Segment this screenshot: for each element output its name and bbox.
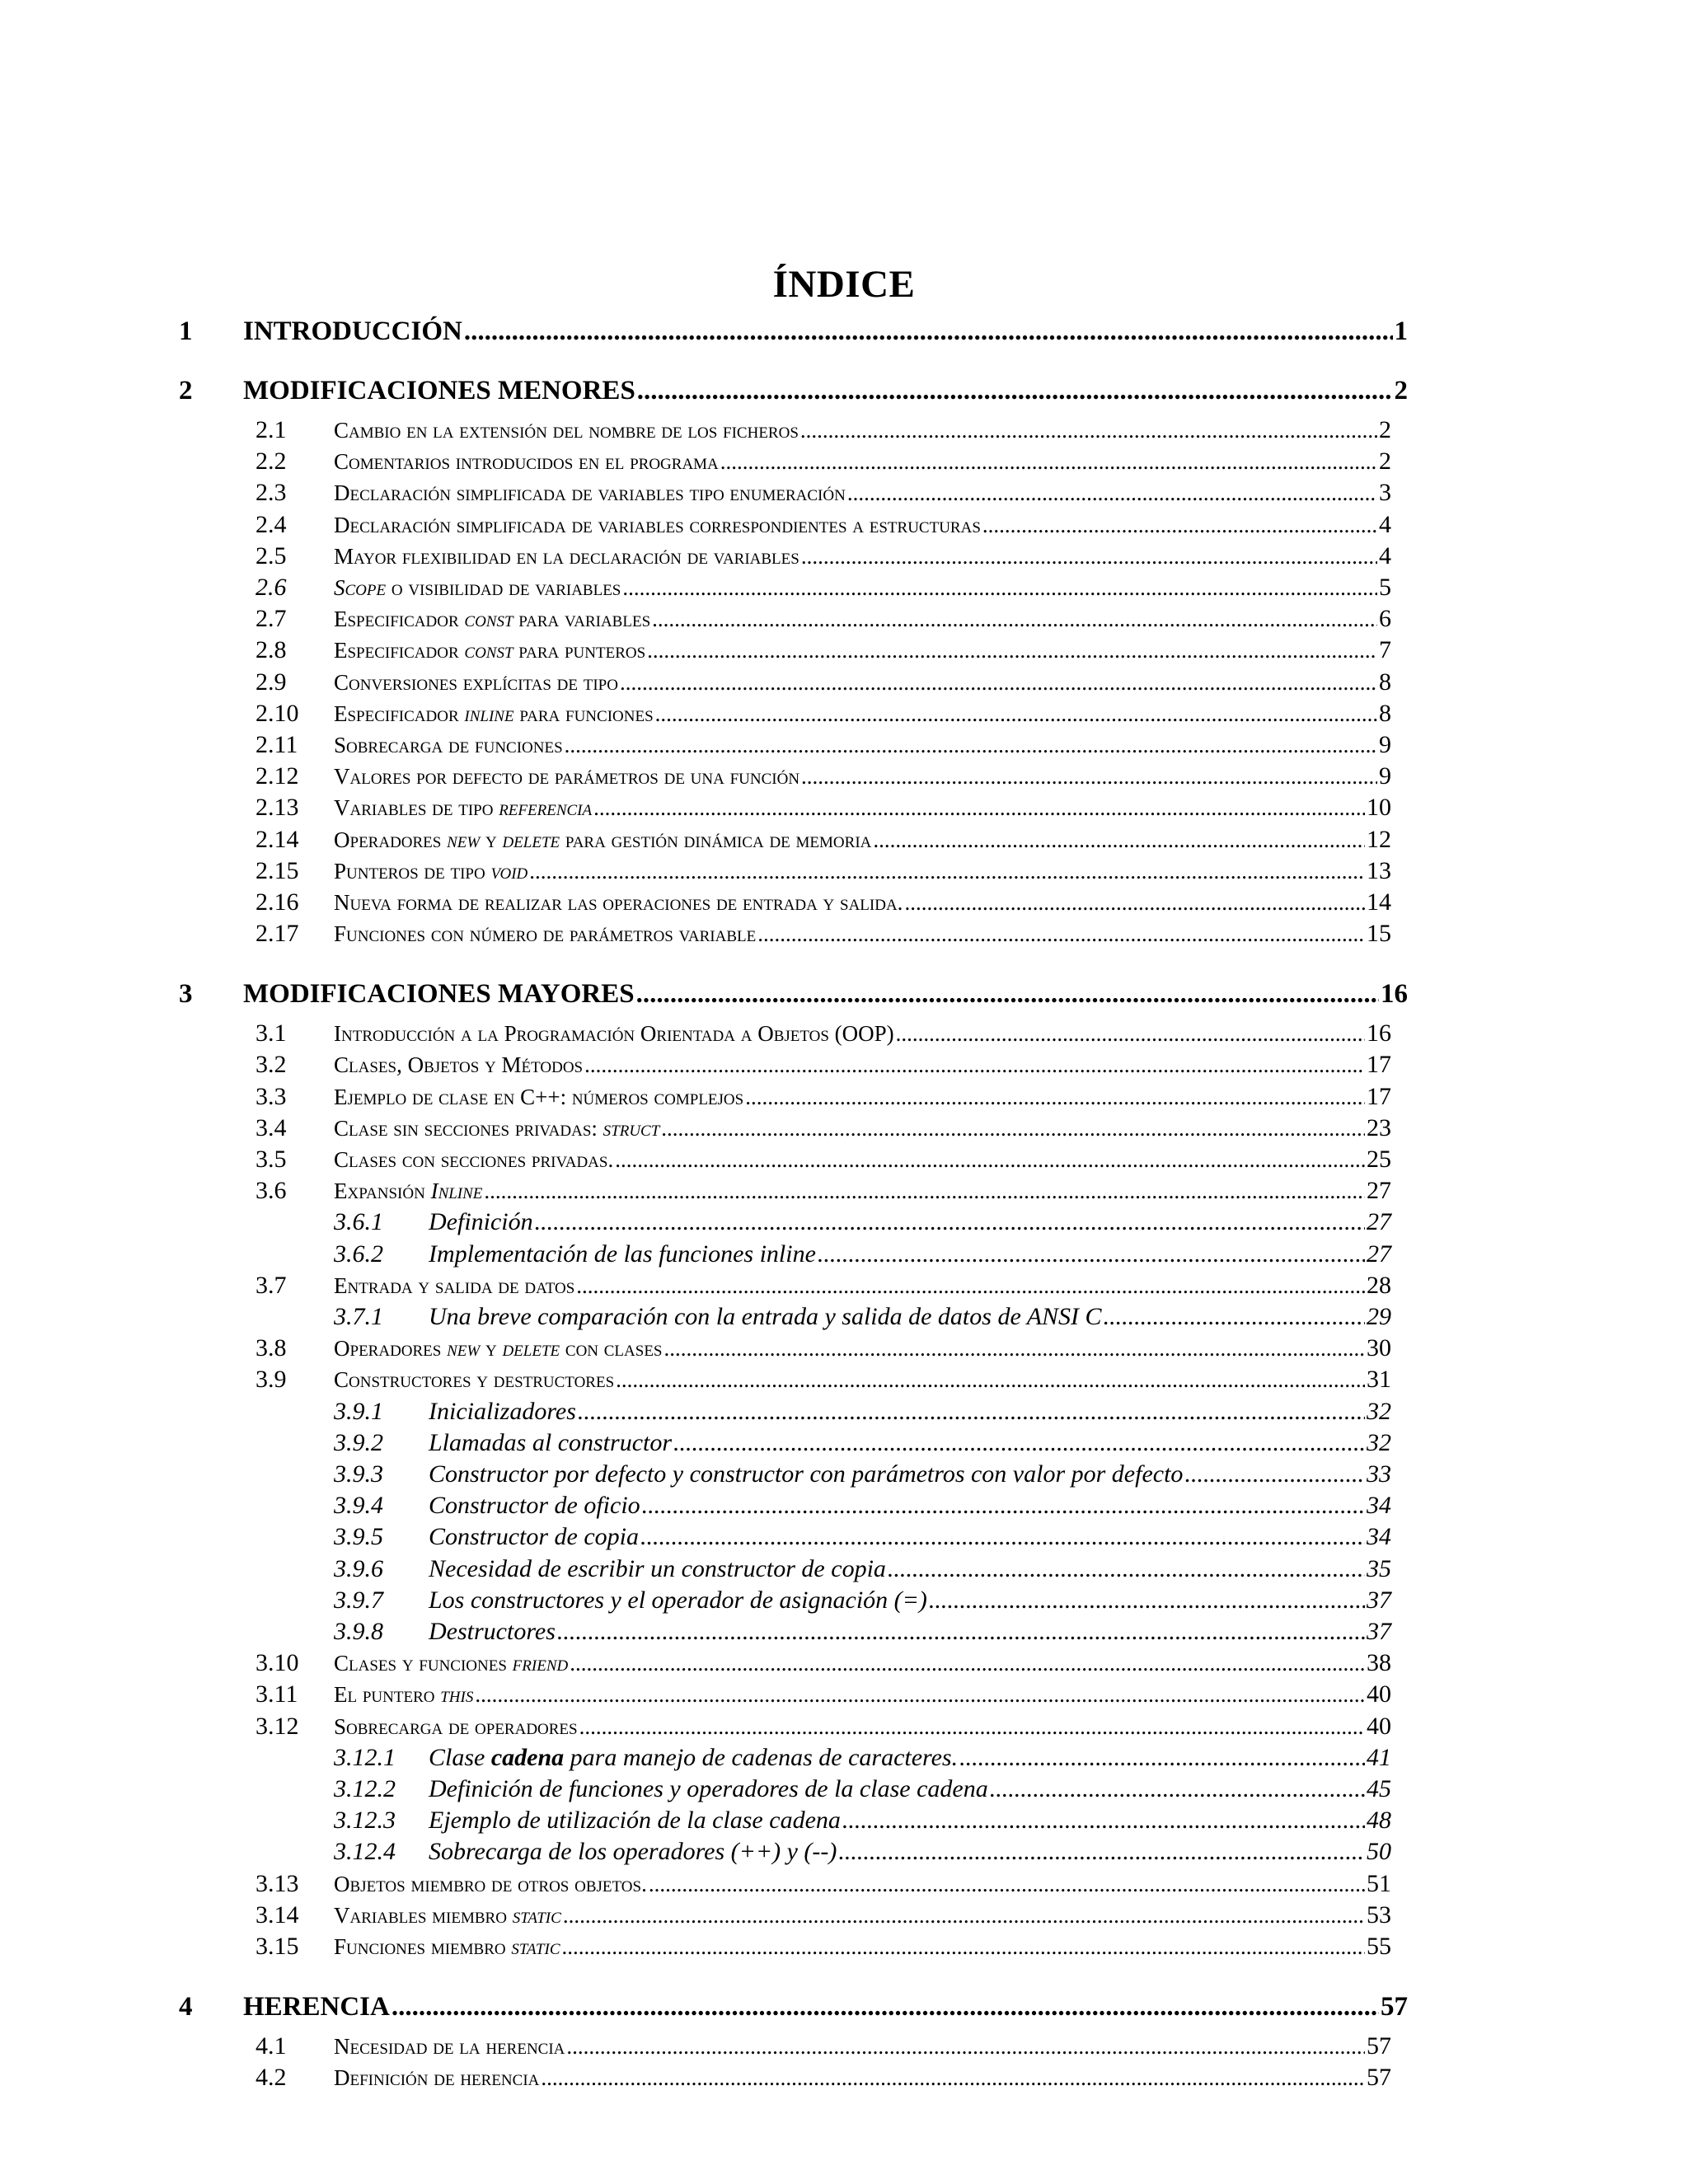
toc-entry-page: 53 (1367, 1900, 1391, 1929)
toc-entry[interactable] (334, 1428, 1391, 1456)
toc-entry-number: 3.6 (256, 1177, 287, 1205)
toc-entry-number: 2.17 (256, 920, 299, 948)
toc-entry-title: Valores por defecto de parámetros de una función (334, 764, 800, 790)
toc-dot-leader (720, 451, 1377, 473)
toc-entry-title: Expansión Inline (334, 1179, 483, 1204)
toc-entry-page: 30 (1367, 1334, 1391, 1362)
toc-entry-page: 34 (1367, 1492, 1391, 1520)
toc-dot-leader (1104, 1305, 1365, 1329)
toc-dot-leader (745, 1086, 1365, 1108)
toc-dot-leader (673, 1431, 1365, 1455)
toc-entry-number: 2.2 (256, 448, 287, 476)
toc-entry[interactable] (256, 605, 1391, 633)
toc-entry-page: 50 (1367, 1838, 1391, 1866)
toc-dot-leader (615, 1149, 1365, 1171)
toc-entry-number: 3.12 (256, 1712, 299, 1740)
toc-entry-title: Scope o visibilidad de variables (334, 575, 621, 600)
toc-entry[interactable] (256, 699, 1391, 727)
toc-dot-leader (557, 1619, 1365, 1644)
toc-entry[interactable] (334, 1460, 1391, 1488)
toc-entry-page: 37 (1367, 1618, 1391, 1645)
toc-entry-number: 2.6 (256, 574, 287, 601)
toc-entry-number: 3.8 (256, 1334, 287, 1362)
toc-entry-title: Funciones con número de parámetros variable (334, 921, 757, 947)
toc-entry[interactable] (334, 1743, 1391, 1771)
toc-entry-page: 45 (1367, 1775, 1391, 1802)
toc-dot-leader (392, 1994, 1379, 2021)
toc-dot-leader (818, 1242, 1365, 1267)
toc-dot-leader (566, 2036, 1365, 2058)
toc-entry-title: Clases con secciones privadas. (334, 1147, 614, 1172)
toc-entry-number: 2.12 (256, 762, 299, 790)
toc-entry-page: 15 (1367, 920, 1391, 948)
toc-dot-leader (649, 1873, 1365, 1896)
toc-entry-page: 29 (1367, 1303, 1391, 1330)
toc-entry[interactable] (256, 1869, 1391, 1897)
toc-entry-title: Constructor por defecto y constructor con parámetros con valor por defecto (429, 1460, 1184, 1488)
toc-entry-title: Llamadas al constructor (429, 1428, 673, 1456)
toc-entry-title: Constructor de copia (429, 1523, 639, 1551)
toc-dot-leader (640, 1525, 1365, 1549)
toc-entry-title: Sobrecarga de operadores (334, 1713, 578, 1739)
toc-entry-page: 10 (1367, 794, 1391, 822)
toc-entry-title: Punteros de tipo void (334, 858, 528, 883)
toc-entry-title: Mayor flexibilidad en la declaración de variables (334, 543, 799, 569)
toc-entry-number: 3.9.5 (334, 1523, 383, 1551)
toc-entry-page: 38 (1367, 1649, 1391, 1677)
toc-entry-page: 57 (1367, 2032, 1391, 2060)
toc-entry-number: 2.11 (256, 731, 298, 758)
toc-entry-number: 3.15 (256, 1933, 299, 1960)
toc-entry-page: 25 (1367, 1146, 1391, 1173)
toc-entry-title: Comentarios introducidos en el programa (334, 449, 719, 475)
toc-dot-leader (484, 1180, 1365, 1202)
toc-dot-leader (873, 829, 1365, 851)
toc-dot-leader (801, 546, 1377, 568)
toc-dot-leader (800, 419, 1377, 442)
toc-entry-title: Sobrecarga de los operadores (++) y (--) (429, 1838, 837, 1866)
toc-entry[interactable] (334, 1586, 1391, 1614)
toc-entry-number: 3.9 (256, 1366, 287, 1394)
toc-entry-page: 23 (1367, 1113, 1391, 1141)
toc-entry-title: Operadores new y delete para gestión dinámica de memoria (334, 827, 872, 852)
toc-dot-leader (661, 1118, 1365, 1140)
toc-entry-title: Ejemplo de utilización de la clase cadena (429, 1807, 841, 1835)
toc-entry-title: Especificador inline para funciones (334, 701, 654, 726)
toc-entry[interactable] (256, 1146, 1391, 1173)
toc-entry-number: 3 (179, 979, 193, 1010)
toc-entry-page: 12 (1367, 825, 1391, 853)
toc-entry-page: 34 (1367, 1523, 1391, 1551)
toc-dot-leader (475, 1684, 1365, 1706)
toc-entry-page: 17 (1367, 1082, 1391, 1110)
toc-entry-number: 3.7.1 (334, 1303, 383, 1330)
toc-dot-leader (647, 640, 1377, 662)
toc-dot-leader (464, 318, 1393, 345)
toc-entry[interactable] (256, 1712, 1391, 1740)
toc-entry-title: Inicializadores (429, 1397, 576, 1425)
toc-entry-number: 3.12.4 (334, 1838, 396, 1866)
toc-entry[interactable] (256, 1019, 1391, 1047)
toc-entry-number: 2.14 (256, 825, 299, 853)
toc-entry-page: 17 (1367, 1051, 1391, 1079)
toc-dot-leader (541, 2067, 1365, 2089)
toc-entry-number: 4 (179, 1992, 193, 2022)
toc-dot-leader (616, 1369, 1365, 1391)
toc-dot-leader (622, 577, 1377, 599)
toc-entry-title: Entrada y salida de datos (334, 1272, 575, 1298)
toc-entry-title: Ejemplo de clase en C++: números complejos (334, 1084, 744, 1109)
toc-entry[interactable] (256, 856, 1391, 884)
toc-dot-leader (847, 482, 1377, 504)
toc-entry[interactable] (256, 1334, 1391, 1362)
toc-entry[interactable] (256, 448, 1391, 476)
toc-entry-title: Sobrecarga de funciones (334, 733, 563, 757)
toc-dot-leader (570, 1652, 1365, 1675)
toc-dot-leader (563, 1905, 1365, 1927)
toc-dot-leader (904, 892, 1365, 914)
toc-entry-title: Especificador const para punteros (334, 638, 646, 663)
toc-dot-leader (929, 1588, 1365, 1613)
toc-entry-title: Definición (429, 1208, 533, 1236)
toc-entry-number: 3.9.1 (334, 1397, 383, 1425)
toc-entry-page: 7 (1379, 636, 1391, 664)
toc-entry-page: 8 (1379, 699, 1391, 727)
toc-entry-page: 4 (1379, 510, 1391, 538)
toc-entry-number: 4.1 (256, 2032, 287, 2060)
toc-entry-number: 2.7 (256, 605, 287, 633)
toc-entry-title: Implementación de las funciones inline (429, 1240, 816, 1268)
toc-entry-title: Nueva forma de realizar las operaciones de entrada y salida. (334, 890, 903, 915)
toc-entry-number: 3.7 (256, 1271, 287, 1299)
toc-entry-number: 2.8 (256, 636, 287, 664)
toc-entry-title: Especificador const para variables (334, 607, 651, 632)
toc-entry[interactable] (334, 1523, 1391, 1551)
toc-entry-page: 2 (1394, 376, 1408, 405)
toc-entry-page: 9 (1379, 731, 1391, 758)
toc-entry-title: Necesidad de la herencia (334, 2034, 565, 2059)
toc-entry-page: 3 (1379, 479, 1391, 507)
toc-dot-leader (959, 1746, 1365, 1770)
toc-entry-number: 3.10 (256, 1649, 299, 1677)
toc-entry[interactable] (179, 376, 1408, 405)
toc-entry[interactable] (256, 825, 1391, 853)
toc-entry[interactable] (256, 636, 1391, 664)
toc-entry-number: 3.3 (256, 1082, 287, 1110)
toc-entry-title: Definición de herencia (334, 2065, 540, 2091)
toc-dot-leader (655, 703, 1377, 725)
toc-entry[interactable] (256, 1366, 1391, 1394)
toc-entry-page: 1 (1394, 316, 1408, 346)
toc-entry-number: 3.4 (256, 1113, 287, 1141)
toc-entry-number: 2.15 (256, 856, 299, 884)
toc-dot-leader (888, 1557, 1365, 1582)
toc-dot-leader (578, 1399, 1365, 1424)
toc-entry-number: 3.9.7 (334, 1586, 383, 1614)
toc-entry-number: 3.9.2 (334, 1428, 383, 1456)
toc-entry-number: 3.12.3 (334, 1807, 396, 1835)
toc-entry-page: 51 (1367, 1869, 1391, 1897)
toc-entry-number: 3.11 (256, 1680, 298, 1708)
toc-entry-title: Clases y funciones friend (334, 1651, 569, 1676)
toc-entry-page: 33 (1367, 1460, 1391, 1488)
toc-dot-leader (565, 734, 1377, 757)
toc-entry[interactable] (256, 1051, 1391, 1079)
toc-dot-leader (529, 860, 1365, 883)
toc-entry-number: 3.9.3 (334, 1460, 383, 1488)
toc-entry-page: 2 (1379, 416, 1391, 443)
toc-dot-leader (757, 923, 1365, 945)
toc-entry-number: 4.2 (256, 2064, 287, 2092)
toc-dot-leader (637, 377, 1393, 405)
toc-entry[interactable] (256, 888, 1391, 916)
toc-entry-page: 57 (1367, 2064, 1391, 2092)
toc-entry-title: Conversiones explícitas de tipo (334, 669, 618, 695)
toc-entry[interactable] (334, 1240, 1391, 1268)
toc-entry[interactable] (256, 2032, 1391, 2060)
toc-entry-title: Constructor de oficio (429, 1492, 640, 1520)
toc-entry[interactable] (256, 1113, 1391, 1141)
toc-dot-leader (636, 981, 1379, 1008)
toc-entry-number: 3.5 (256, 1146, 287, 1173)
toc-entry[interactable] (334, 1775, 1391, 1802)
toc-entry-number: 3.9.6 (334, 1554, 383, 1582)
toc-entry-title: Definición de funciones y operadores de la clase cadena (429, 1775, 988, 1802)
toc-entry-page: 37 (1367, 1586, 1391, 1614)
toc-entry[interactable] (256, 762, 1391, 790)
toc-entry-title: Declaración simplificada de variables correspondientes a estructuras (334, 512, 981, 537)
toc-entry-page: 57 (1381, 1992, 1408, 2022)
toc-dot-leader (896, 1023, 1365, 1045)
toc-entry-title: Funciones miembro static (334, 1934, 560, 1959)
toc-entry-number: 3.6.2 (334, 1240, 383, 1268)
toc-dot-leader (664, 1338, 1366, 1360)
toc-dot-leader (584, 1054, 1365, 1076)
toc-entry-number: 3.2 (256, 1051, 287, 1079)
toc-entry-title: Cambio en la extensión del nombre de los ficheros (334, 418, 799, 443)
toc-entry-page: 2 (1379, 448, 1391, 476)
toc-dot-leader (990, 1777, 1365, 1802)
toc-entry-page: 48 (1367, 1807, 1391, 1835)
toc-entry-number: 3.1 (256, 1019, 287, 1047)
toc-dot-leader (838, 1840, 1365, 1864)
toc-entry[interactable] (334, 1618, 1391, 1645)
toc-entry-page: 6 (1379, 605, 1391, 633)
toc-entry-number: 3.12.2 (334, 1775, 396, 1802)
toc-entry-title: Variables miembro static (334, 1902, 561, 1928)
toc-entry-title: Una breve comparación con la entrada y salida de datos de ANSI C (429, 1303, 1102, 1330)
toc-entry[interactable] (256, 416, 1391, 443)
toc-dot-leader (982, 514, 1377, 537)
toc-entry-page: 40 (1367, 1680, 1391, 1708)
toc-dot-leader (842, 1808, 1365, 1833)
toc-entry-page: 16 (1381, 979, 1408, 1010)
toc-dot-leader (1184, 1462, 1365, 1487)
toc-entry-number: 2.5 (256, 541, 287, 569)
toc-entry-title: Necesidad de escribir un constructor de copia (429, 1554, 886, 1582)
toc-entry-number: 2.3 (256, 479, 287, 507)
toc-entry-number: 1 (179, 316, 193, 346)
toc-entry[interactable] (256, 1649, 1391, 1677)
toc-entry[interactable] (256, 479, 1391, 507)
toc-dot-leader (652, 608, 1377, 630)
toc-entry-page: 28 (1367, 1271, 1391, 1299)
toc-entry-page: 35 (1367, 1554, 1391, 1582)
toc-entry[interactable] (334, 1838, 1391, 1866)
toc-entry-number: 2 (179, 376, 193, 405)
toc-entry-number: 2.10 (256, 699, 299, 727)
toc-entry[interactable] (256, 794, 1391, 822)
toc-entry-number: 3.9.8 (334, 1618, 383, 1645)
toc-entry[interactable] (334, 1208, 1391, 1236)
toc-entry[interactable] (179, 979, 1408, 1010)
toc-entry[interactable] (256, 731, 1391, 758)
toc-entry-title: Operadores new y delete con clases (334, 1336, 663, 1361)
toc-entry-title: Variables de tipo referencia (334, 795, 593, 821)
toc-entry-title: Clase cadena para manejo de cadenas de caracteres. (429, 1743, 959, 1771)
toc-entry-page: 27 (1367, 1208, 1391, 1236)
toc-entry-number: 2.4 (256, 510, 287, 538)
toc-entry-page: 55 (1367, 1933, 1391, 1960)
toc-entry[interactable] (256, 1271, 1391, 1299)
toc-entry-title: INTRODUCCIÓN (243, 316, 462, 346)
toc-dot-leader (642, 1493, 1365, 1518)
toc-dot-leader (579, 1716, 1365, 1738)
toc-entry-title: Objetos miembro de otros objetos. (334, 1871, 647, 1896)
toc-dot-leader (593, 797, 1365, 819)
toc-entry-title: El puntero this (334, 1682, 474, 1708)
toc-entry[interactable] (256, 510, 1391, 538)
toc-entry-title: Introducción a la Programación Orientada a Objetos (OOP) (334, 1021, 894, 1047)
toc-entry-page: 27 (1367, 1177, 1391, 1205)
toc-entry-page: 14 (1367, 888, 1391, 916)
toc-entry-page: 13 (1367, 856, 1391, 884)
toc-entry-page: 16 (1367, 1019, 1391, 1047)
toc-entry-page: 9 (1379, 762, 1391, 790)
toc-entry-number: 3.6.1 (334, 1208, 383, 1236)
toc-entry-page: 4 (1379, 541, 1391, 569)
toc-entry-number: 3.13 (256, 1869, 299, 1897)
toc-entry-page: 27 (1367, 1240, 1391, 1268)
toc-entry-number: 3.9.4 (334, 1492, 383, 1520)
toc-entry-number: 2.9 (256, 668, 287, 696)
toc-entry-title: Destructores (429, 1618, 556, 1645)
toc-entry-page: 8 (1379, 668, 1391, 696)
toc-entry-number: 2.13 (256, 794, 299, 822)
toc-entry[interactable] (334, 1807, 1391, 1835)
toc-dot-leader (562, 1936, 1366, 1958)
toc-entry[interactable] (256, 2064, 1391, 2092)
toc-entry-title: Los constructores y el operador de asignación (=) (429, 1586, 927, 1614)
page-title: ÍNDICE (772, 263, 916, 306)
toc-entry-page: 31 (1367, 1366, 1391, 1394)
toc-entry[interactable] (256, 920, 1391, 948)
toc-entry-title: Clases, Objetos y Métodos (334, 1052, 584, 1078)
toc-dot-leader (576, 1275, 1365, 1297)
toc-entry[interactable] (256, 1680, 1391, 1708)
toc-dot-leader (620, 672, 1377, 694)
toc-entry[interactable] (334, 1303, 1391, 1330)
toc-entry-number: 2.16 (256, 888, 299, 916)
toc-dot-leader (801, 766, 1377, 788)
toc-entry[interactable] (256, 1900, 1391, 1929)
toc-dot-leader (535, 1210, 1365, 1235)
toc-entry-number: 3.14 (256, 1900, 299, 1929)
toc-entry[interactable] (334, 1554, 1391, 1582)
toc-entry-number: 3.12.1 (334, 1743, 396, 1771)
toc-entry-title: HERENCIA (243, 1992, 390, 2022)
toc-entry-title: Clase sin secciones privadas: struct (334, 1115, 660, 1141)
toc-entry[interactable] (256, 574, 1391, 601)
toc-entry-page: 41 (1367, 1743, 1391, 1771)
toc-entry[interactable] (334, 1492, 1391, 1520)
toc-entry[interactable] (256, 1082, 1391, 1110)
toc-entry-title: MODIFICACIONES MAYORES (243, 979, 635, 1010)
toc-entry-number: 2.1 (256, 416, 287, 443)
toc-entry[interactable] (179, 316, 1408, 346)
toc-entry[interactable] (256, 1177, 1391, 1205)
toc-entry-title: Declaración simplificada de variables tipo enumeración (334, 480, 846, 506)
toc-entry[interactable] (256, 1933, 1391, 1960)
toc-entry-page: 40 (1367, 1712, 1391, 1740)
toc-entry-title: Constructores y destructores (334, 1367, 615, 1393)
toc-entry[interactable] (256, 541, 1391, 569)
toc-entry[interactable] (256, 668, 1391, 696)
toc-entry[interactable] (179, 1992, 1408, 2022)
toc-entry[interactable] (334, 1397, 1391, 1425)
toc-entry-page: 32 (1367, 1397, 1391, 1425)
toc-entry-page: 5 (1379, 574, 1391, 601)
toc-entry-page: 32 (1367, 1428, 1391, 1456)
toc-entry-title: MODIFICACIONES MENORES (243, 376, 635, 405)
